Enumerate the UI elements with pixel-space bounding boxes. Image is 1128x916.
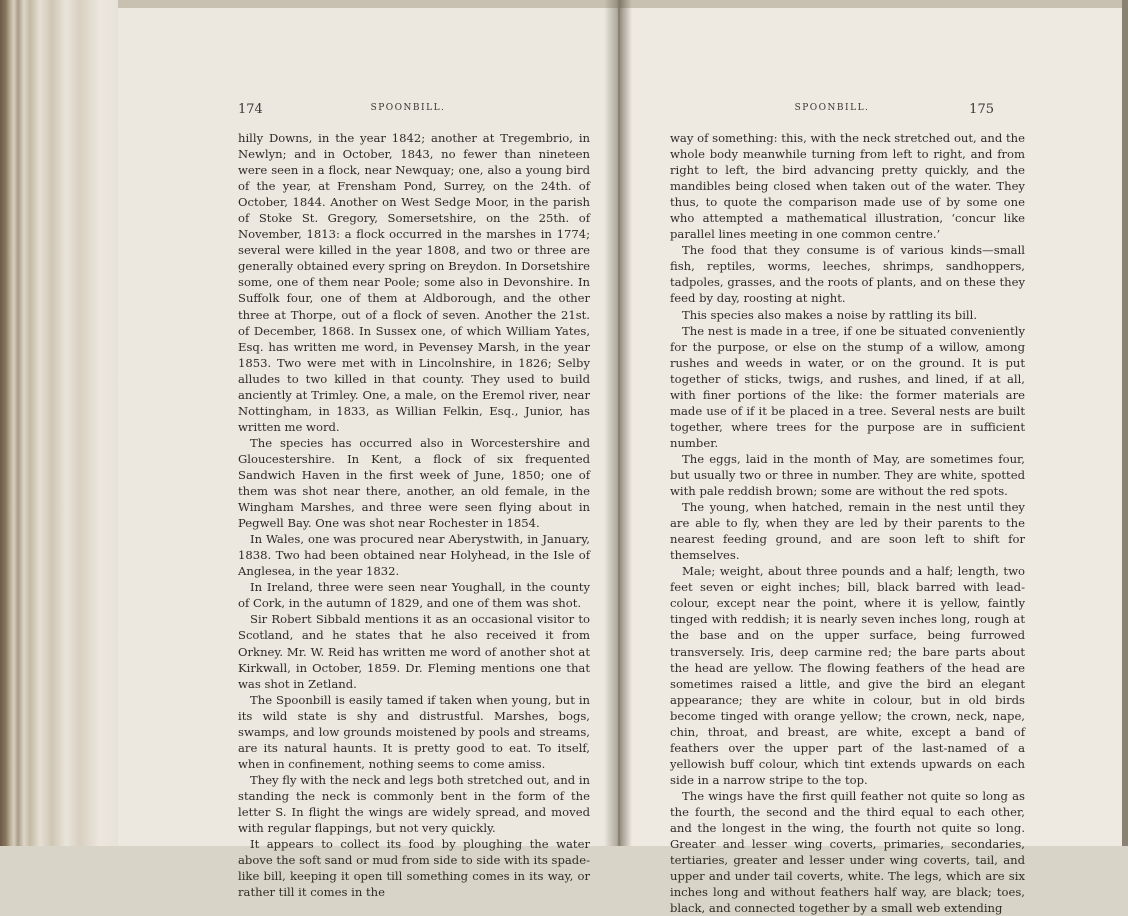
left-page-text bbox=[238, 130, 590, 900]
paragraph: The nest is made in a tree, if one be situated conveniently for the purpose, or else on the stump of a willow, among rushes and weeds in water, or on the ground. It is put together of sticks, twigs, and rushes, and lined, if at all, with finer portions of the like: the former materials are made use of if it be placed in a tree. Several nests are built together, where trees for the purpose are in sufficient number. bbox=[670, 323, 1025, 450]
left-running-title: SPOONBILL. bbox=[370, 103, 446, 113]
right-page-text bbox=[670, 130, 1025, 916]
paragraph: Male; weight, about three pounds and a half; length, two feet seven or eight inches; bill, black barred with lead-colour, except near the point, where it is yellow, faintly tinged with reddish; it is nearly seven inches long, rough at the base and on the upper surface, being furrowed transversely. Iris, deep carmine red; the bare parts about the head are yellow. The flowing feathers of the head are sometimes raised a little, and give the bird an elegant appearance; they are white in colour, but in old birds become tinged with orange yellow; the crown, neck, nape, chin, throat, and breast, are white, except a band of feathers over the upper part of the last-named of a yellowish buff colour, which tint extends upwards on each side in a narrow stripe to the top. bbox=[670, 564, 1025, 787]
paragraph: The species has occurred also in Worcestershire and Gloucestershire. In Kent, a flock of six frequented Sandwich Haven in the first week of June, 1850; one of them was shot near there, another, an old female, in the Wingham Marshes, and three were seen flying about in Pegwell Bay. One was shot near Rochester in 1854. bbox=[238, 435, 590, 531]
paragraph: The young, when hatched, remain in the nest until they are able to fly, when they are led by their parents to the nearest feeding ground, and are soon left to shift for themselves. bbox=[670, 500, 1025, 563]
paragraph: hilly Downs, in the year 1842; another at Tregembrio, in Newlyn; and in October, 1843, no fewer than nineteen were seen in a flock, near Newquay; one, also a young bird of the year, at Frensham Pond, Surrey, on the 24th. of October, 1844. Another on West Sedge Moor, in the parish of Stoke St. Gregory, Somersetshire, on the 25th. of November, 1813: a flock occurred in the marshes in 1774; several were killed in the year 1808, and two or three are generally obtained every spring on Breydon. In Dorsetshire some, one of them near Poole; some also in Devonshire. In Suffolk four, one of them at Aldborough, and the other three at Thorpe, out of a flock of seven. Another the 21st. of December, 1868. In Sussex one, of which William Yates, Esq. has written me word, in Pevensey Marsh, in the year 1853. Two were met with in Lincolnshire, in 1826; Selby alludes to two killed in that county. They used to build anciently at Trimley. One, a male, on the Eremol river, near Nottingham, in 1833, as Willian Felkin, Esq., Junior, has written me word. bbox=[238, 131, 590, 434]
right-running-head bbox=[620, 102, 1124, 118]
paragraph: In Ireland, three were seen near Youghall, in the county of Cork, in the autumn of 1829, and one of them was shot. bbox=[238, 580, 590, 611]
paragraph: They fly with the neck and legs both stretched out, and in standing the neck is commonly bent in the form of the letter S. In flight the wings are widely spread, and moved with regular flappings, but not very quickly. bbox=[238, 772, 590, 836]
paragraph: The eggs, laid in the month of May, are sometimes four, but usually two or three in number. They are white, spotted with pale reddish brown; some are without the red spots. bbox=[670, 451, 1025, 499]
right-running-title: SPOONBILL. bbox=[794, 103, 870, 113]
left-page-number: 174 bbox=[238, 102, 263, 117]
paragraph: In Wales, one was procured near Aberystwith, in January, 1838. Two had been obtained near Holyhead, in the Isle of Anglesea, in the year 1832. bbox=[238, 532, 590, 579]
left-running-head bbox=[118, 102, 618, 118]
paragraph: The Spoonbill is easily tamed if taken when young, but in its wild state is shy and distrustful. Marshes, bogs, swamps, and low grounds moistened by pools and streams, are its natural haunts. It is pretty good to eat. To itself, when in confinement, nothing seems to come amiss. bbox=[238, 692, 590, 771]
right-scan-edge bbox=[1122, 0, 1128, 846]
paragraph: This species also makes a noise by rattling its bill. bbox=[682, 307, 978, 322]
book-gutter bbox=[604, 0, 632, 846]
left-page bbox=[118, 8, 618, 900]
paragraph: The food that they consume is of various kinds—small fish, reptiles, worms, leeches, shrimps, sandhoppers, tadpoles, grasses, and the roots of plants, and on these they feed by day, roosting at night. bbox=[670, 243, 1025, 306]
paragraph: Sir Robert Sibbald mentions it as an occasional visitor to Scotland, and he states that he also received it from Orkney. Mr. W. Reid has written me word of another shot at Kirkwall, in October, 1859. Dr. Fleming mentions one that was shot in Zetland. bbox=[238, 612, 590, 691]
right-page bbox=[620, 8, 1124, 916]
right-page-number: 175 bbox=[969, 102, 994, 117]
paragraph: It appears to collect its food by ploughing the water above the soft sand or mud from side to side with its spade-like bill, keeping it open till something comes in its way, or rather till it comes in the bbox=[238, 837, 590, 900]
paragraph: The wings have the first quill feather not quite so long as the fourth, the second and the third equal to each other, and the longest in the wing, the fourth not quite so long. Greater and lesser wing coverts, primaries, secondaries, tertiaries, greater and lesser under wing coverts, tail, and upper and under tail coverts, white. The legs, which are six inches long and without feathers half way, are black; toes, black, and connected together by a small web extending bbox=[670, 788, 1025, 916]
paragraph: way of something: this, with the neck stretched out, and the whole body meanwhile turning from left to right, and from right to left, the bird advancing pretty quickly, and the mandibles being closed when taken out of the water. They thus, to quote the comparison made use of by some one who attempted a mathematical illustration, ‘concur like parallel lines meeting in one common centre.’ bbox=[670, 131, 1025, 242]
book-page-edges bbox=[0, 0, 120, 846]
